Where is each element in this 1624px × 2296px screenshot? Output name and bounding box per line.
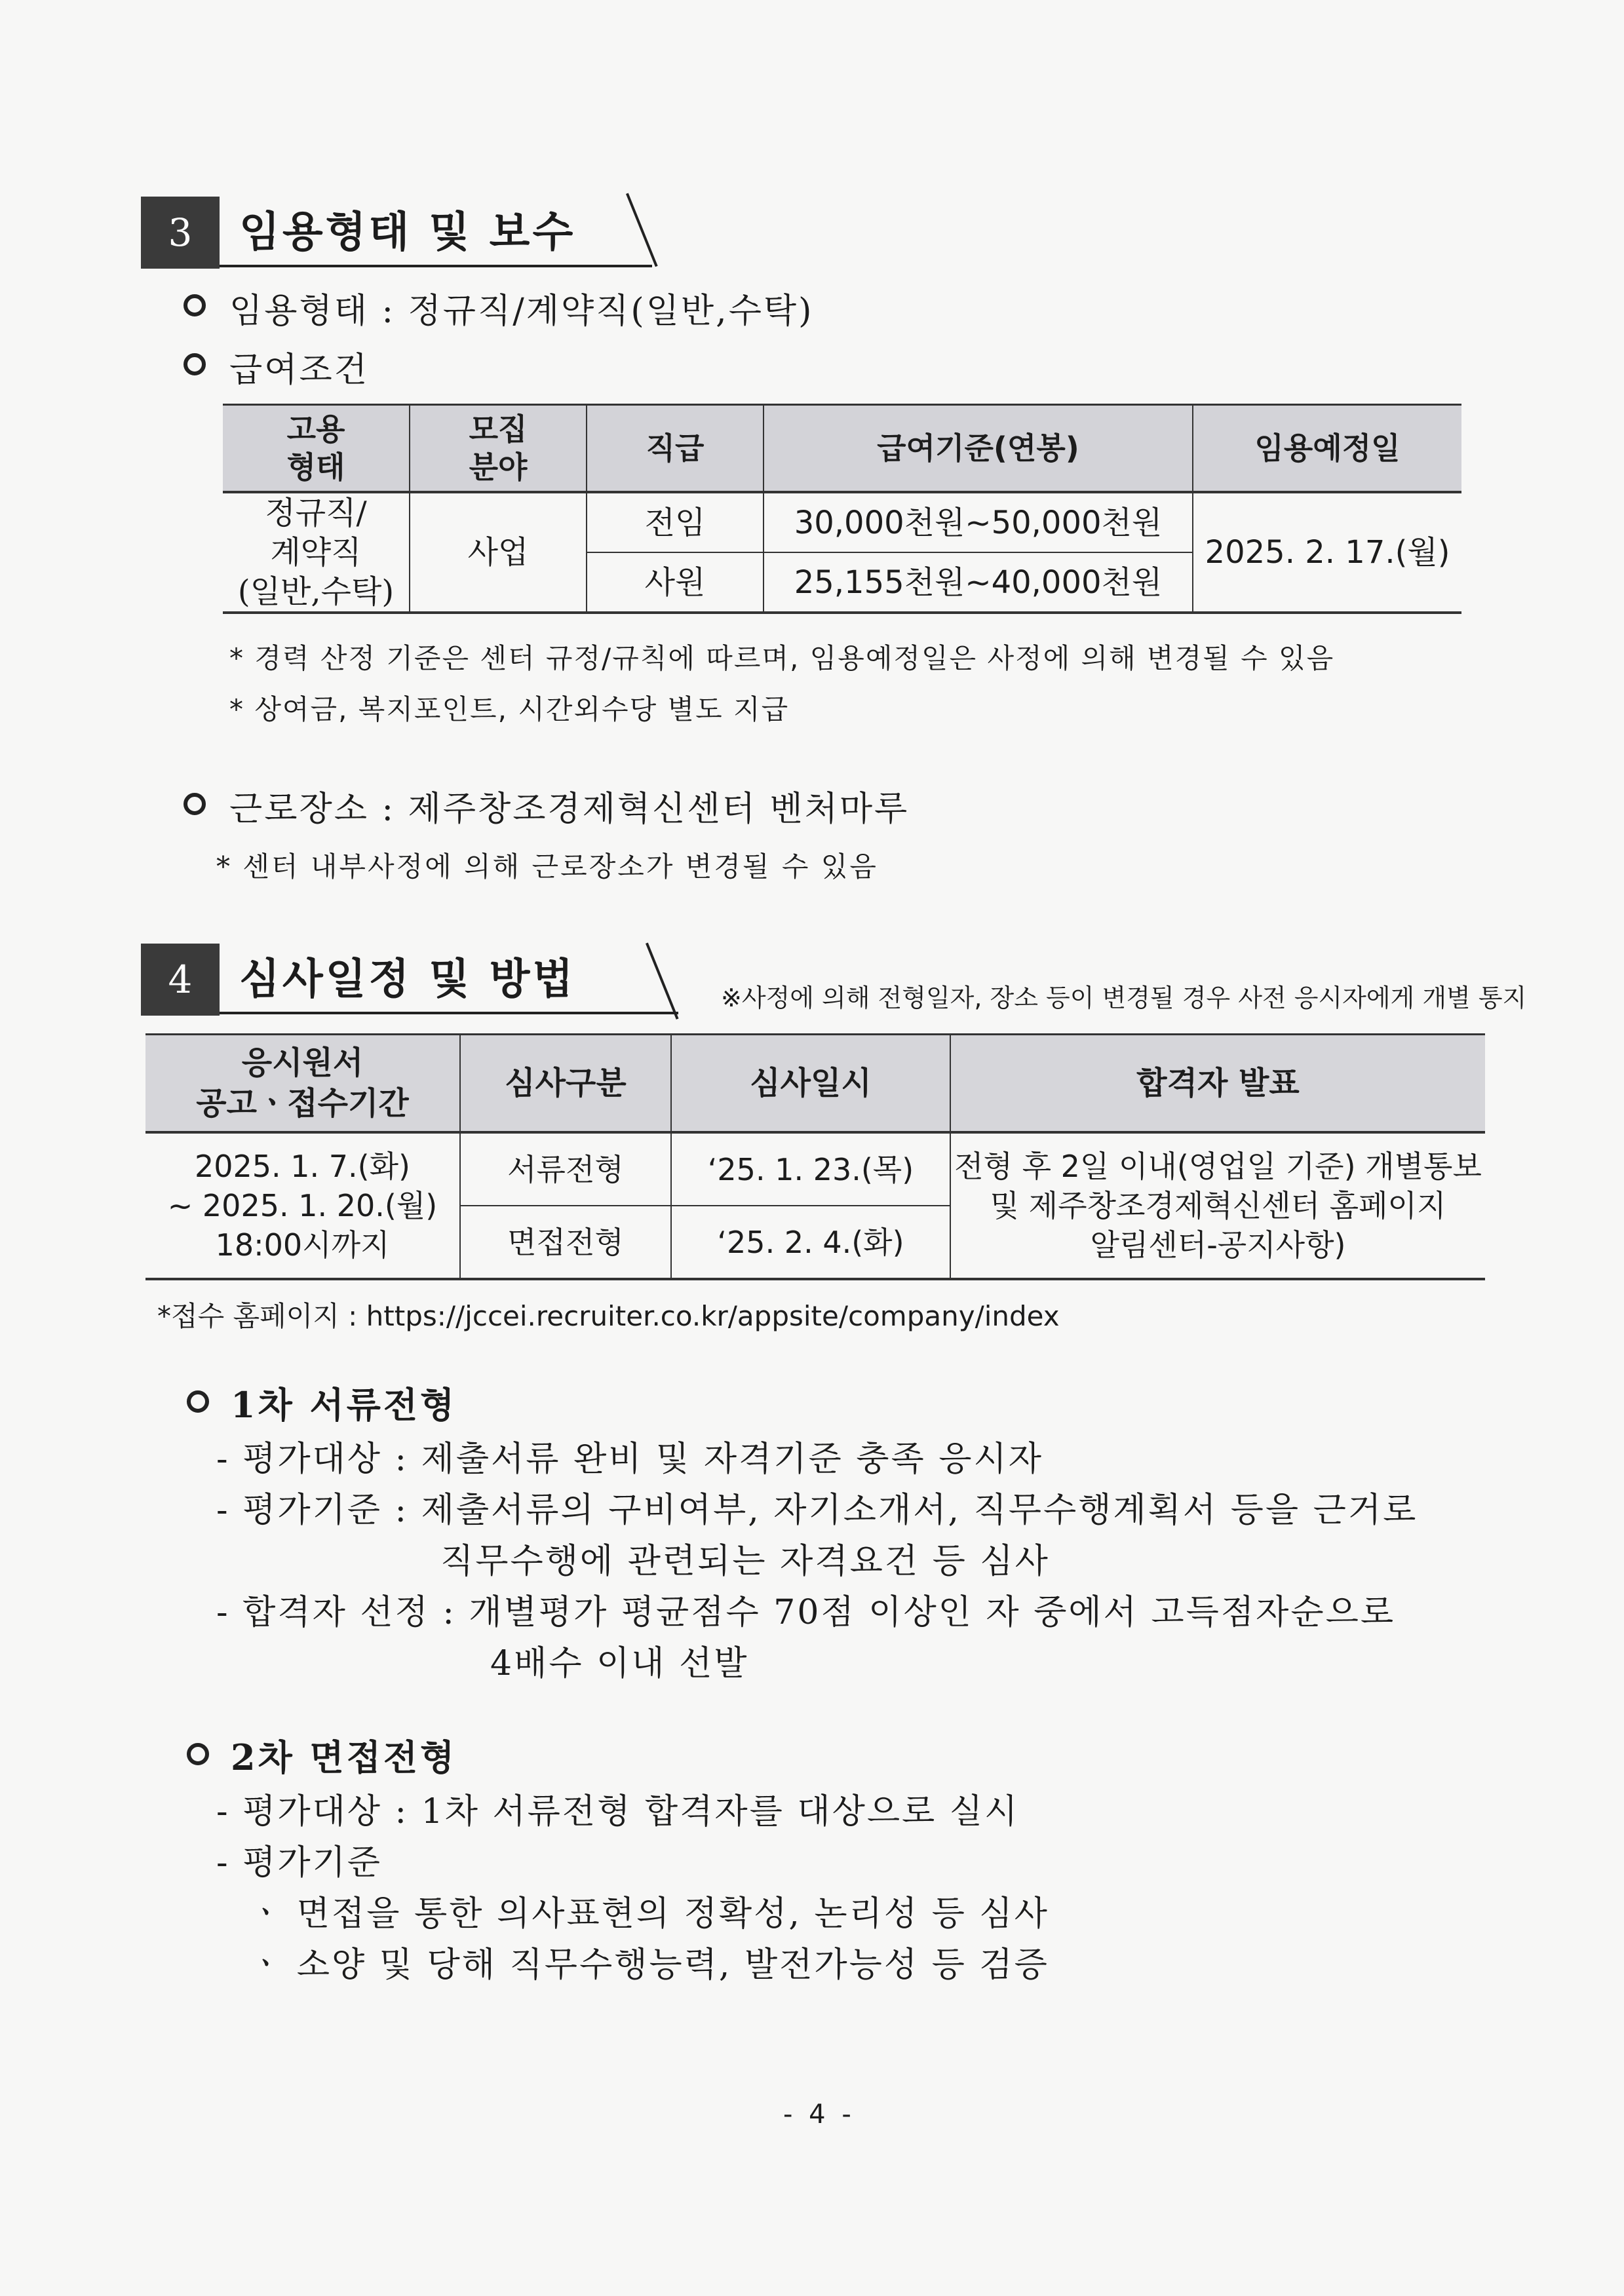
workplace-line: 근로장소 : 제주창조경제혁신센터 벤처마루 bbox=[229, 790, 910, 829]
grade-cell: 전임 bbox=[587, 492, 764, 552]
table-header-cell: 직급 bbox=[587, 406, 764, 492]
table-header-cell: 임용예정일 bbox=[1193, 406, 1461, 492]
section-number: 4 bbox=[141, 944, 220, 1016]
section-number: 3 bbox=[141, 197, 220, 269]
circle-bullet-icon bbox=[187, 1390, 209, 1413]
circle-bullet-icon bbox=[184, 793, 206, 815]
table-header-cell: 급여기준(연봉) bbox=[764, 406, 1193, 492]
announcement-cell: 전형 후 2일 이내(영업일 기준) 개별통보 및 제주창조경제혁신센터 홈페이지 알림센터-공지사항) bbox=[950, 1132, 1485, 1279]
grade-cell: 사원 bbox=[587, 552, 764, 613]
application-period-cell: 2025. 1. 7.(화) ~ 2025. 1. 20.(월) 18:00시까지 bbox=[145, 1132, 460, 1279]
table-header-cell: 고용 형태 bbox=[223, 406, 410, 492]
round2-line: - 평가대상 : 1차 서류전형 합격자를 대상으로 실시 bbox=[216, 1792, 1020, 1831]
round1-line: 직무수행에 관련되는 자격요건 등 심사 bbox=[440, 1542, 1050, 1581]
table-header-cell: 모집 분야 bbox=[410, 406, 587, 492]
field-cell: 사업 bbox=[410, 492, 587, 613]
page-number: - 4 - bbox=[783, 2099, 855, 2130]
round1-line: - 평가기준 : 제출서류의 구비여부, 자기소개서, 직무수행계획서 등을 근거로 bbox=[216, 1491, 1418, 1530]
table-header-cell: 심사구분 bbox=[460, 1035, 671, 1132]
section-slash bbox=[626, 193, 658, 267]
section-title: 임용형태 및 보수 bbox=[239, 208, 576, 257]
salary-heading: 급여조건 bbox=[229, 351, 369, 390]
round1-title: 1차 서류전형 bbox=[231, 1384, 457, 1426]
section-underline bbox=[220, 1012, 678, 1014]
table-header-cell: 응시원서 공고ㆍ접수기간 bbox=[145, 1035, 460, 1132]
screening-date-cell: ‘25. 2. 4.(화) bbox=[671, 1206, 950, 1279]
salary-note: * 상여금, 복지포인트, 시간외수당 별도 지급 bbox=[229, 693, 790, 725]
workplace-note: * 센터 내부사정에 의해 근로장소가 변경될 수 있음 bbox=[216, 851, 878, 883]
table-header-cell: 심사일시 bbox=[671, 1035, 950, 1132]
round2-line: ㆍ 소양 및 당해 직무수행능력, 발전가능성 등 검증 bbox=[249, 1945, 1049, 1985]
section-underline bbox=[220, 265, 652, 267]
application-homepage: *접수 홈페이지 : https://jccei.recruiter.co.kr/appsite/company/index bbox=[157, 1300, 1060, 1332]
section-title: 심사일정 및 방법 bbox=[239, 955, 576, 1004]
screening-date-cell: ‘25. 1. 23.(목) bbox=[671, 1132, 950, 1206]
salary-note: * 경력 산정 기준은 센터 규정/규칙에 따르며, 임용예정일은 사정에 의해 변경될 수 있음 bbox=[229, 642, 1335, 674]
screening-type-cell: 서류전형 bbox=[460, 1132, 671, 1206]
round1-line: - 합격자 선정 : 개별평가 평균점수 70점 이상인 자 중에서 고득점자순으로 bbox=[216, 1593, 1396, 1632]
round2-line: - 평가기준 bbox=[216, 1843, 383, 1883]
circle-bullet-icon bbox=[184, 353, 206, 375]
start-date-cell: 2025. 2. 17.(월) bbox=[1193, 492, 1461, 613]
round1-line: - 평가대상 : 제출서류 완비 및 자격기준 충족 응시자 bbox=[216, 1440, 1043, 1479]
schedule-notice: ※사정에 의해 전형일자, 장소 등이 변경될 경우 사전 응시자에게 개별 통지 bbox=[721, 984, 1527, 1012]
round2-line: ㆍ 면접을 통한 의사표현의 정확성, 논리성 등 심사 bbox=[249, 1894, 1049, 1934]
employment-type-line: 임용형태 : 정규직/계약직(일반,수탁) bbox=[229, 292, 814, 331]
circle-bullet-icon bbox=[184, 294, 206, 316]
section-slash bbox=[646, 943, 679, 1020]
circle-bullet-icon bbox=[187, 1743, 209, 1765]
schedule-table bbox=[145, 1035, 1485, 1280]
salary-cell: 25,155천원~40,000천원 bbox=[764, 552, 1193, 613]
table-header-cell: 합격자 발표 bbox=[950, 1035, 1485, 1132]
salary-table bbox=[223, 406, 1461, 614]
salary-cell: 30,000천원~50,000천원 bbox=[764, 492, 1193, 552]
round1-line: 4배수 이내 선발 bbox=[490, 1644, 749, 1683]
screening-type-cell: 면접전형 bbox=[460, 1206, 671, 1279]
round2-title: 2차 면접전형 bbox=[231, 1736, 457, 1778]
employment-type-cell: 정규직/ 계약직 (일반,수탁) bbox=[223, 492, 410, 613]
